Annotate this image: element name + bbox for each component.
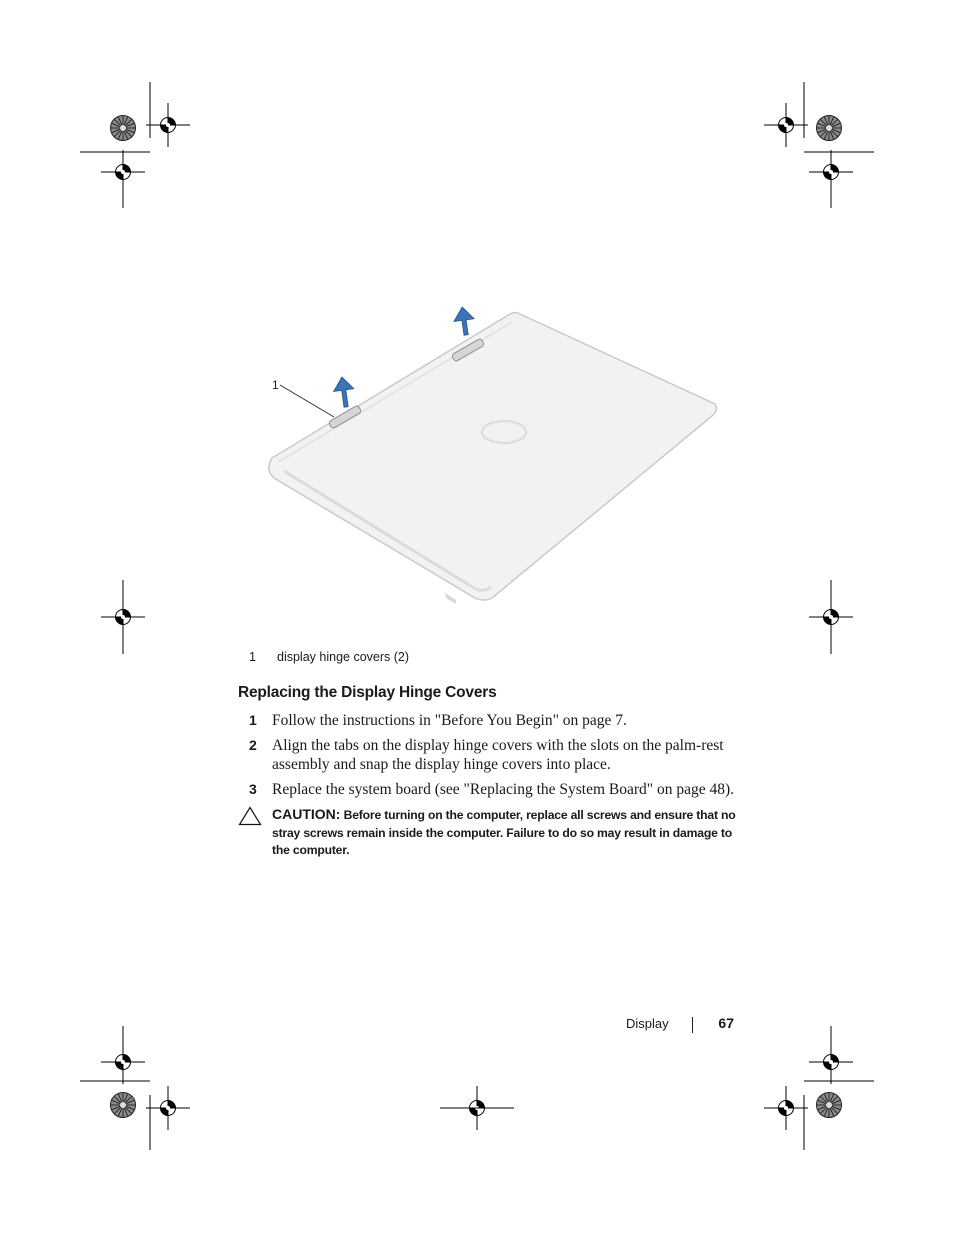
caption-label: display hinge covers (2): [277, 650, 410, 664]
page-number: 67: [718, 1015, 734, 1031]
list-item: [249, 780, 739, 800]
lift-arrow-right: [452, 306, 476, 337]
caution-body: Before turning on the computer, replace all screws and ensure that no stray screws remain inside the computer. Failure to do so may result in damage to the computer.: [272, 808, 736, 857]
caution-notice: [238, 806, 738, 860]
caution-label: CAUTION:: [272, 806, 341, 822]
step-text: Replace the system board (see "Replacing the System Board" on page 48).: [272, 780, 735, 798]
step-number: 1: [249, 712, 257, 728]
reg-star-bottom-right: [817, 1093, 842, 1118]
caption-number: 1: [249, 650, 256, 664]
warning-triangle-icon: [238, 806, 262, 826]
step-number: 2: [249, 736, 257, 753]
display-back-cover-illustration: [260, 300, 730, 610]
procedure-steps: [249, 711, 739, 804]
reg-star-bottom-left: [111, 1093, 136, 1118]
list-item: [249, 711, 739, 731]
footer-section-name: Display: [626, 1016, 669, 1031]
figure-caption: [249, 650, 549, 664]
reg-star-top-left: [111, 116, 136, 141]
caution-text: [272, 806, 738, 860]
step-number: 3: [249, 780, 257, 797]
lift-arrow-left: [332, 376, 356, 408]
callout-number: 1: [272, 378, 279, 392]
reg-star-top-right: [817, 116, 842, 141]
section-heading: Replacing the Display Hinge Covers: [238, 684, 497, 701]
list-item: [249, 736, 739, 775]
display-panel: [269, 313, 717, 605]
footer-separator: [692, 1017, 693, 1033]
step-text: Follow the instructions in "Before You Begin" on page 7.: [272, 712, 627, 729]
page-footer: [600, 1014, 736, 1036]
callout-leader: [280, 385, 334, 417]
step-text: Align the tabs on the display hinge covers with the slots on the palm-rest assembly and snap the display hinge covers into place.: [272, 736, 724, 773]
